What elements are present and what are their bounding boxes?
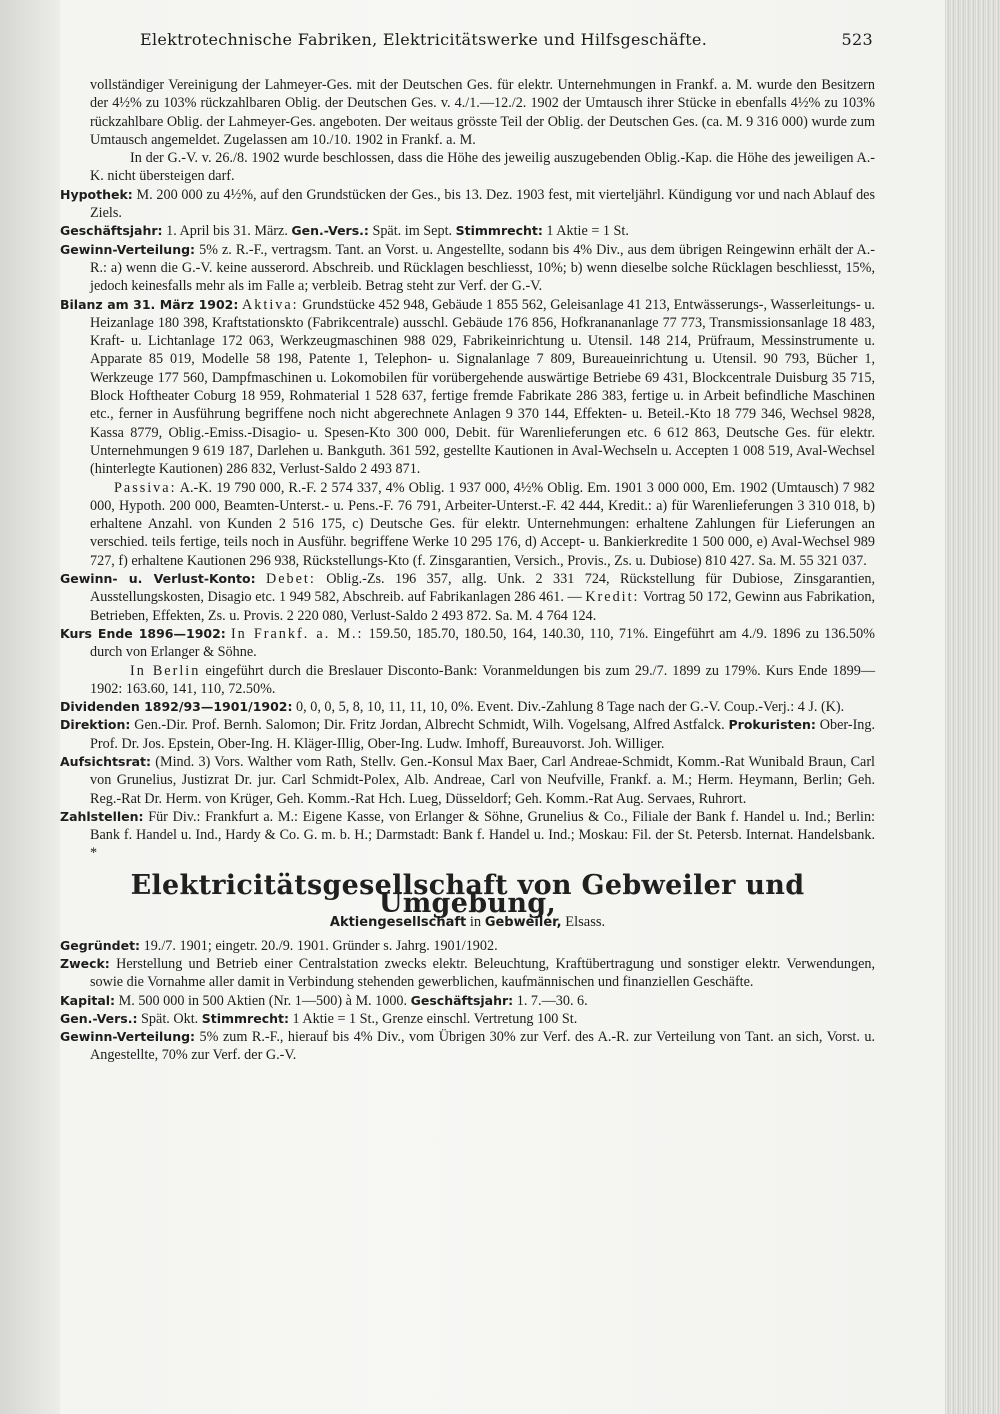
intro-paragraph-2: In der G.-V. v. 26./8. 1902 wurde beschlossen, dass die Höhe des jeweilig auszugebenden Oblig.-Kap. die Höhe des jeweiligen A.-K. nicht übersteigen darf. (90, 150, 875, 185)
footnote-mark: * (90, 845, 98, 862)
label-gen-vers: Gen.-Vers.: (291, 223, 369, 239)
label-stimmrecht: Stimmrecht: (455, 223, 543, 239)
label-aufsichtsrat: Aufsichtsrat: (60, 753, 152, 769)
label-hypothek: Hypothek: (60, 186, 133, 202)
label-zweck: Zweck: (60, 955, 110, 971)
label-debet: Debet: (266, 571, 316, 588)
entry-kurs: Kurs Ende 1896—1902: In Frankf. a. M.: 159.50, 185.70, 180.50, 164, 140.30, 110, 71%. Eingeführt am 4./9. 1896 zu 136.50% durch von Erlanger & Söhne. (60, 625, 876, 661)
binding-shadow (0, 0, 60, 1414)
running-header (140, 30, 873, 49)
page-edge (945, 0, 1000, 1414)
entry-gegruendet: Gegründet: 19./7. 1901; eingetr. 20./9. 1901. Gründer s. Jahrg. 1901/1902. (60, 937, 498, 954)
company-subheading: Aktiengesellschaft in Gebweiler, Elsass. (329, 914, 606, 931)
company-heading: Elektricitätsgesellschaft von Gebweiler und Umgebung, (130, 869, 805, 920)
entry-gewinn-verlust: Gewinn- u. Verlust-Konto: Debet: Oblig.-Zs. 196 357, allg. Unk. 2 331 724, Rückstellung für Dubiose, Zinsgarantien, Ausstellungskosten, Disagio etc. 1 949 582, Abschreib. auf Fabrikanlagen 286 461. — Kredit: Vortrag 50 172, Gewinn aus Fabrikation, Betrieben, Effekten, Zs. u. Provis. 2 220 080, Verlust-Saldo 2 493 872. Sa. M. 4 764 124. (60, 571, 876, 624)
entry-zahlstellen: Zahlstellen: Für Div.: Frankfurt a. M.: Eigene Kasse, von Erlanger & Söhne, Grunelius & Co., Filiale der Bank f. Handel u. Ind.; Berlin: Bank f. Handel u. Ind., Hardy & Co. G. m. b. H.; Darmstadt: Bank f. Handel u. Ind.; Moskau: Fil. der St. Petersb. Internat. Handelsbank. * (60, 808, 876, 862)
label-dividenden: Dividenden 1892/93—1901/1902: (60, 699, 293, 715)
label-gewinn-verlust: Gewinn- u. Verlust-Konto: (60, 571, 256, 587)
label-gen-vers-2: Gen.-Vers.: (60, 1010, 138, 1026)
entry-geschaeftsjahr: Geschäftsjahr: 1. April bis 31. März. Gen.-Vers.: Spät. im Sept. Stimmrecht: 1 Aktie = 1 St. (60, 223, 629, 240)
entry-gewinn-verteilung: Gewinn-Verteilung: 5% z. R.-F., vertragsm. Tant. an Vorst. u. Angestellte, sodann bis 4% Div., aus dem übrigen Reingewinn erhält der A.-R.: a) wenn die G.-V. keine ausserord. Abschreib. und Rücklagen beschliesst, 10%; b) wenn dieselbe solche Rücklagen beschliesst, 15%, jedoch keinesfalls mehr als im Falle a; verbleib. Betrag steht zur Verf. der G.-V. (60, 241, 875, 295)
label-kredit: Kredit: (585, 589, 640, 606)
label-aktiva: Aktiva: (242, 296, 299, 313)
label-prokuristen: Prokuristen: (728, 717, 816, 733)
label-gewinn-verteilung-2: Gewinn-Verteilung: (60, 1029, 196, 1045)
label-geschaeftsjahr: Geschäftsjahr: (60, 223, 163, 239)
label-gegruendet: Gegründet: (60, 937, 141, 953)
label-geschaeftsjahr-2: Geschäftsjahr: (410, 992, 514, 1008)
entry-gen-vers-2: Gen.-Vers.: Spät. Okt. Stimmrecht: 1 Aktie = 1 St., Grenze einschl. Vertretung 100 St. (60, 1010, 578, 1027)
label-direktion: Direktion: (60, 717, 131, 733)
label-passiva: Passiva: (114, 479, 177, 496)
label-frankfurt: In Frankf. a. M.: (230, 625, 364, 642)
label-stimmrecht-2: Stimmrecht: (201, 1010, 289, 1026)
label-kurs: Kurs Ende 1896—1902: (60, 625, 226, 641)
entry-zweck: Zweck: Herstellung und Betrieb einer Centralstation zwecks elektr. Beleuchtung, Kraftübertragung und sonstiger elektr. Verwendungen, sowie die Vornahme aller damit in Verbindung stehenden gewerblichen, kaufmännischen und finanziellen Geschäfte. (60, 955, 876, 991)
entry-kurs-berlin: In Berlin eingeführt durch die Breslauer Disconto-Bank: Voranmeldungen bis zum 29./7. 1899 zu 179%. Kurs Ende 1899—1902: 163.60, 141, 110, 72.50%. (90, 662, 876, 697)
label-berlin: In Berlin (130, 662, 201, 679)
label-kapital: Kapital: (60, 992, 116, 1008)
intro-paragraph-1: vollständiger Vereinigung der Lahmeyer-Ges. mit der Deutschen Ges. für elektr. Unternehmungen in Frankf. a. M. wurde den Besitzern der 4½% zu 103% rückzahlbaren Oblig. der Deutschen Ges. v. 4./1.—12./2. 1902 der Umtausch ihrer Stücke in ebenfalls 4½% zu 103% rückzahlbare Oblig. der Lahmeyer-Ges. angeboten. Der weitaus grösste Teil der Oblig. der Deutschen Ges. (ca. M. 9 316 000) wurde zum Umtausch angemeldet. Zugelassen am 10./10. 1902 in Frankf. a. M. (90, 77, 875, 148)
entry-passiva: Passiva: A.-K. 19 790 000, R.-F. 2 574 337, 4% Oblig. 1 937 000, 4½% Oblig. Em. 1901 3 000 000, Em. 1902 (Umtausch) 7 982 000, Hypoth. 200 000, Beamten-Unterst.- u. Pens.-F. 76 791, Arbeiter-Unterst.-F. 42 444, Kredit.: a) für Warenlieferungen 3 310 018, b) erhaltene Anzahl. von Kunden 2 516 175, c) Deutsche Ges. für elektr. Unternehmungen: erhaltene Zahlungen für Lieferungen an verschied. teils fertige, teils noch in Ausführ. begriffene Werke 10 295 176, d) Accept- u. Bankierkredite 1 500 000, e) Aval-Wechsel 989 727, f) erhaltene Kautionen 296 938, Rückstellungs-Kto (f. Zinsgarantien, Versich., Provis., Zs. u. Dubiose) 810 427. Sa. M. 55 321 037. (90, 479, 875, 569)
entry-hypothek: Hypothek: M. 200 000 zu 4½%, auf den Grundstücken der Ges., bis 13. Dez. 1903 fest, mit vierteljährl. Kündigung vor und nach Ablauf des Ziels. (60, 186, 876, 222)
label-gewinn-verteilung: Gewinn-Verteilung: (60, 241, 196, 257)
entry-aufsichtsrat: Aufsichtsrat: (Mind. 3) Vors. Walther vom Rath, Stellv. Gen.-Konsul Max Baer, Carl Andreae-Schmidt, Komm.-Rat Wunibald Braun, Carl von Grunelius, Justizrat Dr. jur. Carl Schmidt-Polex, Alb. Andreae, Carl von Neufville, Frankf. a. M.; Herm. Heymann, Berlin; Geh. Reg.-Rat Dr. Herm. von Krüger, Geh. Komm.-Rat Hch. Lueg, Düsseldorf; Geh. Komm.-Rat Aug. Servaes, Ruhrort. (60, 753, 875, 807)
entry-dividenden: Dividenden 1892/93—1901/1902: 0, 0, 0, 5, 8, 10, 11, 11, 10, 0%. Event. Div.-Zahlung 8 Tage nach der G.-V. Coup.-Verj.: 4 J. (K). (60, 699, 845, 716)
entry-direktion: Direktion: Gen.-Dir. Prof. Bernh. Salomon; Dir. Fritz Jordan, Albrecht Schmidt, Wilh. Vogelsang, Alfred Astfalck. Prokuristen: Ober-Ing. Prof. Dr. Jos. Epstein, Ober-Ing. H. Kläger-Illig, Ober-Ing. Ludw. Imhoff, Bureauvorst. Joh. Williger. (60, 717, 876, 752)
page-body (60, 76, 875, 1065)
label-bilanz: Bilanz am 31. März 1902: (60, 296, 239, 312)
entry-gewinn-verteilung-2: Gewinn-Verteilung: 5% zum R.-F., hierauf bis 4% Div., vom Übrigen 30% zur Verf. des A.-R. zur Verteilung von Tant. an sich, Vorst. u. Angestellte, 70% zur Verf. der G.-V. (60, 1029, 876, 1064)
label-zahlstellen: Zahlstellen: (60, 808, 144, 824)
entry-bilanz: Bilanz am 31. März 1902: Aktiva: Grundstücke 452 948, Gebäude 1 855 562, Geleisanlage 41 213, Entwässerungs-, Wasserleitungs- u. Heizanlage 180 398, Kraftstationskto (Fabrikcentrale) ausschl. Gebäude 176 856, Hofkranananlage 77 773, Transmissionsanlage 18 483, Kraft- u. Lichtanlage 172 063, Werkzeugmaschinen 988 029, Fabrikeinrichtung u. Utensil. 148 214, Prüfraum, Messinstrumente u. Apparate 85 019, Modelle 58 198, Patente 1, Telephon- u. Signalanlage 7 809, Bureaueinrichtung u. Utensil. 90 793, Bücher 1, Werkzeuge 177 560, Dampfmaschinen u. Lokomobilen für vorübergehende auswärtige Betriebe 69 431, Blockcentrale Duisburg 35 715, Block Hoftheater Coburg 18 959, Rohmaterial 1 528 637, fertige fremde Fabrikate 286 383, fertige u. in Arbeit befindliche Maschinen etc., ferner in Ausführung begriffene noch nicht abgerechnete Anlagen 9 370 144, Effekten- u. Beteil.-Kto 18 779 346, Wechsel 9828, Kassa 8779, Oblig.-Emiss.-Disagio- u. Spesen-Kto 300 000, Debit. für Warenlieferungen etc. 6 612 863, Deutsche Ges. für elektr. Unternehmungen 9 619 187, Darlehen u. Bankguth. 361 592, gestellte Kautionen in Aval-Wechseln u. Accepten 1 008 519, Aval-Wechsel (hinterlegte Kautionen) 286 832, Verlust-Saldo 2 493 871. (60, 296, 876, 478)
header-title: Elektrotechnische Fabriken, Elektricitätswerke und Hilfsgeschäfte. (140, 30, 708, 49)
page-number: 523 (841, 30, 873, 49)
entry-kapital: Kapital: M. 500 000 in 500 Aktien (Nr. 1—500) à M. 1000. Geschäftsjahr: 1. 7.—30. 6. (60, 992, 588, 1009)
